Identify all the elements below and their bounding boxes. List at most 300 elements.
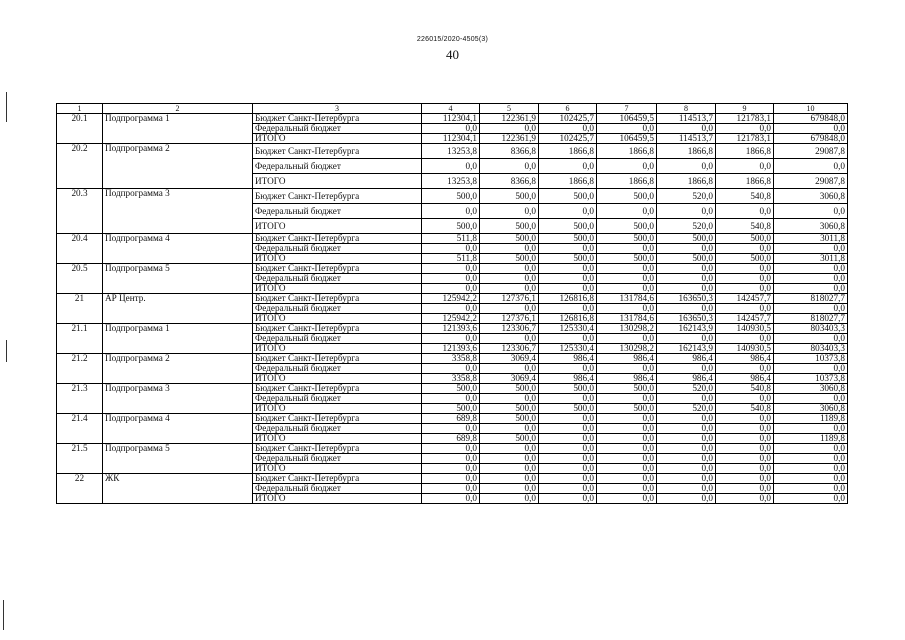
amount-cell: 0,0: [716, 274, 774, 284]
amount-cell: 0,0: [774, 204, 848, 219]
amount-cell: 0,0: [774, 464, 848, 474]
amount-cell: 0,0: [716, 159, 774, 174]
table-row: [57, 264, 848, 274]
amount-cell: 0,0: [597, 414, 657, 424]
amount-cell: 0,0: [480, 264, 539, 274]
amount-cell: 500,0: [422, 189, 480, 204]
funding-source: ИТОГО: [253, 219, 422, 234]
amount-cell: 520,0: [657, 189, 716, 204]
funding-source: Бюджет Санкт-Петербурга: [253, 414, 422, 424]
amount-cell: 163650,3: [657, 314, 716, 324]
amount-cell: 0,0: [657, 474, 716, 484]
amount-cell: 3060,8: [774, 189, 848, 204]
amount-cell: 0,0: [480, 464, 539, 474]
amount-cell: 0,0: [716, 474, 774, 484]
amount-cell: 1866,8: [716, 174, 774, 189]
amount-cell: 121783,1: [716, 134, 774, 144]
amount-cell: 130298,2: [597, 324, 657, 334]
amount-cell: 500,0: [657, 234, 716, 244]
funding-source: Бюджет Санкт-Петербурга: [253, 144, 422, 159]
amount-cell: 0,0: [716, 444, 774, 454]
amount-cell: 0,0: [597, 304, 657, 314]
item-number: 21.5: [57, 444, 103, 474]
funding-source: Бюджет Санкт-Петербурга: [253, 114, 422, 124]
amount-cell: 3358,8: [422, 374, 480, 384]
table-row: [57, 294, 848, 304]
item-number: 21.2: [57, 354, 103, 384]
amount-cell: 0,0: [657, 454, 716, 464]
amount-cell: 500,0: [539, 189, 597, 204]
amount-cell: 0,0: [422, 304, 480, 314]
amount-cell: 125330,4: [539, 344, 597, 354]
amount-cell: 986,4: [597, 354, 657, 364]
amount-cell: 0,0: [539, 204, 597, 219]
amount-cell: 0,0: [480, 484, 539, 494]
amount-cell: 0,0: [422, 454, 480, 464]
funding-source: Федеральный бюджет: [253, 204, 422, 219]
funding-source: Бюджет Санкт-Петербурга: [253, 264, 422, 274]
amount-cell: 520,0: [657, 404, 716, 414]
item-number: 22: [57, 474, 103, 504]
funding-source: Федеральный бюджет: [253, 424, 422, 434]
amount-cell: 102425,7: [539, 114, 597, 124]
budget-table: [56, 103, 848, 504]
amount-cell: 0,0: [657, 414, 716, 424]
item-number: 20.1: [57, 114, 103, 144]
amount-cell: 0,0: [539, 394, 597, 404]
amount-cell: 0,0: [597, 334, 657, 344]
amount-cell: 0,0: [657, 244, 716, 254]
item-name: АР Центр.: [103, 294, 253, 324]
amount-cell: 1866,8: [539, 144, 597, 159]
amount-cell: 0,0: [716, 364, 774, 374]
amount-cell: 0,0: [597, 159, 657, 174]
amount-cell: 0,0: [539, 454, 597, 464]
amount-cell: 1866,8: [716, 144, 774, 159]
amount-cell: 511,8: [422, 234, 480, 244]
amount-cell: 0,0: [480, 159, 539, 174]
amount-cell: 3011,8: [774, 234, 848, 244]
amount-cell: 131784,6: [597, 314, 657, 324]
amount-cell: 0,0: [480, 474, 539, 484]
amount-cell: 0,0: [480, 244, 539, 254]
item-name: Подпрограмма 5: [103, 444, 253, 474]
amount-cell: 106459,5: [597, 134, 657, 144]
funding-source: Федеральный бюджет: [253, 454, 422, 464]
amount-cell: 0,0: [657, 424, 716, 434]
funding-source: ИТОГО: [253, 404, 422, 414]
amount-cell: 0,0: [657, 274, 716, 284]
column-header: 5: [480, 104, 539, 114]
amount-cell: 0,0: [597, 494, 657, 504]
amount-cell: 112304,1: [422, 134, 480, 144]
item-number: 20.4: [57, 234, 103, 264]
item-number: 20.2: [57, 144, 103, 189]
item-number: 21.1: [57, 324, 103, 354]
amount-cell: 121393,6: [422, 324, 480, 334]
amount-cell: 0,0: [597, 474, 657, 484]
scan-margin-mark: [6, 340, 7, 362]
amount-cell: 500,0: [597, 384, 657, 394]
amount-cell: 0,0: [480, 334, 539, 344]
amount-cell: 0,0: [422, 244, 480, 254]
item-name: Подпрограмма 3: [103, 189, 253, 234]
amount-cell: 500,0: [480, 414, 539, 424]
amount-cell: 0,0: [597, 274, 657, 284]
table-row: [57, 324, 848, 334]
amount-cell: 125942,2: [422, 294, 480, 304]
amount-cell: 1866,8: [657, 174, 716, 189]
funding-source: Бюджет Санкт-Петербурга: [253, 234, 422, 244]
column-header: 10: [774, 104, 848, 114]
amount-cell: 0,0: [480, 364, 539, 374]
item-name: Подпрограмма 2: [103, 354, 253, 384]
amount-cell: 0,0: [774, 484, 848, 494]
amount-cell: 0,0: [480, 304, 539, 314]
amount-cell: 0,0: [422, 394, 480, 404]
amount-cell: 0,0: [716, 434, 774, 444]
item-number: 21.3: [57, 384, 103, 414]
amount-cell: 0,0: [774, 159, 848, 174]
amount-cell: 140930,5: [716, 324, 774, 334]
amount-cell: 0,0: [774, 124, 848, 134]
amount-cell: 122361,9: [480, 114, 539, 124]
amount-cell: 29087,8: [774, 174, 848, 189]
amount-cell: 126816,8: [539, 314, 597, 324]
amount-cell: 29087,8: [774, 144, 848, 159]
item-name: Подпрограмма 4: [103, 234, 253, 264]
amount-cell: 0,0: [422, 494, 480, 504]
amount-cell: 0,0: [480, 424, 539, 434]
amount-cell: 986,4: [657, 374, 716, 384]
column-header: 8: [657, 104, 716, 114]
amount-cell: 131784,6: [597, 294, 657, 304]
amount-cell: 0,0: [657, 394, 716, 404]
amount-cell: 0,0: [716, 204, 774, 219]
column-header: 9: [716, 104, 774, 114]
funding-source: ИТОГО: [253, 464, 422, 474]
funding-source: Федеральный бюджет: [253, 334, 422, 344]
table-row: [57, 144, 848, 159]
amount-cell: 520,0: [657, 219, 716, 234]
amount-cell: 0,0: [539, 274, 597, 284]
funding-source: Федеральный бюджет: [253, 244, 422, 254]
amount-cell: 0,0: [480, 394, 539, 404]
amount-cell: 162143,9: [657, 324, 716, 334]
amount-cell: 500,0: [539, 219, 597, 234]
amount-cell: 500,0: [480, 254, 539, 264]
amount-cell: 0,0: [657, 304, 716, 314]
amount-cell: 126816,8: [539, 294, 597, 304]
table-row: [57, 114, 848, 124]
column-header: 3: [253, 104, 422, 114]
amount-cell: 13253,8: [422, 144, 480, 159]
item-number: 20.3: [57, 189, 103, 234]
table-row: [57, 384, 848, 394]
amount-cell: 0,0: [597, 464, 657, 474]
funding-source: ИТОГО: [253, 174, 422, 189]
amount-cell: 520,0: [657, 384, 716, 394]
amount-cell: 0,0: [480, 204, 539, 219]
amount-cell: 0,0: [716, 394, 774, 404]
amount-cell: 0,0: [539, 464, 597, 474]
amount-cell: 0,0: [597, 204, 657, 219]
amount-cell: 0,0: [422, 484, 480, 494]
amount-cell: 0,0: [657, 124, 716, 134]
amount-cell: 500,0: [480, 219, 539, 234]
funding-source: Федеральный бюджет: [253, 304, 422, 314]
amount-cell: 0,0: [716, 464, 774, 474]
amount-cell: 986,4: [716, 354, 774, 364]
amount-cell: 511,8: [422, 254, 480, 264]
funding-source: Бюджет Санкт-Петербурга: [253, 354, 422, 364]
amount-cell: 0,0: [716, 494, 774, 504]
amount-cell: 500,0: [539, 234, 597, 244]
amount-cell: 679848,0: [774, 134, 848, 144]
amount-cell: 500,0: [539, 254, 597, 264]
item-name: Подпрограмма 5: [103, 264, 253, 294]
amount-cell: 0,0: [657, 494, 716, 504]
amount-cell: 986,4: [716, 374, 774, 384]
amount-cell: 0,0: [774, 244, 848, 254]
amount-cell: 500,0: [480, 434, 539, 444]
funding-source: Бюджет Санкт-Петербурга: [253, 294, 422, 304]
amount-cell: 0,0: [774, 444, 848, 454]
document-id: 226015/2020-4505(3): [416, 36, 489, 43]
amount-cell: 0,0: [597, 244, 657, 254]
amount-cell: 0,0: [539, 334, 597, 344]
amount-cell: 0,0: [774, 364, 848, 374]
column-header: 1: [57, 104, 103, 114]
funding-source: ИТОГО: [253, 284, 422, 294]
table-row: [57, 444, 848, 454]
amount-cell: 0,0: [657, 364, 716, 374]
amount-cell: 0,0: [716, 304, 774, 314]
amount-cell: 803403,3: [774, 324, 848, 334]
amount-cell: 986,4: [657, 354, 716, 364]
amount-cell: 0,0: [422, 274, 480, 284]
amount-cell: 0,0: [657, 444, 716, 454]
amount-cell: 127376,1: [480, 294, 539, 304]
amount-cell: 0,0: [716, 284, 774, 294]
column-number-row: [57, 104, 848, 114]
amount-cell: 0,0: [716, 244, 774, 254]
amount-cell: 0,0: [539, 284, 597, 294]
amount-cell: 500,0: [657, 254, 716, 264]
amount-cell: 0,0: [657, 159, 716, 174]
amount-cell: 114513,7: [657, 114, 716, 124]
amount-cell: 162143,9: [657, 344, 716, 354]
amount-cell: 0,0: [422, 364, 480, 374]
amount-cell: 0,0: [716, 424, 774, 434]
funding-source: ИТОГО: [253, 494, 422, 504]
item-name: Подпрограмма 3: [103, 384, 253, 414]
amount-cell: 1866,8: [597, 144, 657, 159]
amount-cell: 130298,2: [597, 344, 657, 354]
amount-cell: 0,0: [716, 484, 774, 494]
amount-cell: 0,0: [774, 494, 848, 504]
amount-cell: 142457,7: [716, 294, 774, 304]
table-row: [57, 234, 848, 244]
amount-cell: 0,0: [480, 494, 539, 504]
amount-cell: 0,0: [597, 124, 657, 134]
funding-source: Федеральный бюджет: [253, 274, 422, 284]
amount-cell: 0,0: [774, 454, 848, 464]
amount-cell: 500,0: [480, 384, 539, 394]
amount-cell: 0,0: [539, 414, 597, 424]
amount-cell: 986,4: [539, 374, 597, 384]
amount-cell: 1189,8: [774, 414, 848, 424]
amount-cell: 500,0: [539, 384, 597, 394]
item-name: Подпрограмма 4: [103, 414, 253, 444]
funding-source: ИТОГО: [253, 374, 422, 384]
amount-cell: 0,0: [422, 334, 480, 344]
amount-cell: 689,8: [422, 434, 480, 444]
amount-cell: 112304,1: [422, 114, 480, 124]
amount-cell: 0,0: [774, 274, 848, 284]
amount-cell: 1866,8: [539, 174, 597, 189]
amount-cell: 0,0: [539, 444, 597, 454]
amount-cell: 689,8: [422, 414, 480, 424]
amount-cell: 986,4: [539, 354, 597, 364]
funding-source: Федеральный бюджет: [253, 484, 422, 494]
item-name: Подпрограмма 2: [103, 144, 253, 189]
amount-cell: 0,0: [597, 434, 657, 444]
amount-cell: 500,0: [480, 189, 539, 204]
amount-cell: 986,4: [597, 374, 657, 384]
amount-cell: 0,0: [539, 474, 597, 484]
amount-cell: 0,0: [597, 394, 657, 404]
amount-cell: 10373,8: [774, 374, 848, 384]
amount-cell: 106459,5: [597, 114, 657, 124]
amount-cell: 0,0: [657, 204, 716, 219]
funding-source: ИТОГО: [253, 134, 422, 144]
amount-cell: 114513,7: [657, 134, 716, 144]
amount-cell: 8366,8: [480, 144, 539, 159]
item-number: 21: [57, 294, 103, 324]
amount-cell: 0,0: [657, 484, 716, 494]
amount-cell: 540,8: [716, 404, 774, 414]
amount-cell: 0,0: [422, 444, 480, 454]
table-row: [57, 354, 848, 364]
amount-cell: 540,8: [716, 219, 774, 234]
amount-cell: 0,0: [422, 204, 480, 219]
amount-cell: 8366,8: [480, 174, 539, 189]
amount-cell: 122361,9: [480, 134, 539, 144]
amount-cell: 0,0: [539, 434, 597, 444]
column-header: 6: [539, 104, 597, 114]
amount-cell: 0,0: [597, 424, 657, 434]
funding-source: Федеральный бюджет: [253, 364, 422, 374]
amount-cell: 3358,8: [422, 354, 480, 364]
amount-cell: 0,0: [597, 444, 657, 454]
amount-cell: 0,0: [774, 284, 848, 294]
funding-source: Бюджет Санкт-Петербурга: [253, 444, 422, 454]
amount-cell: 3069,4: [480, 374, 539, 384]
amount-cell: 127376,1: [480, 314, 539, 324]
amount-cell: 500,0: [480, 404, 539, 414]
amount-cell: 540,8: [716, 189, 774, 204]
amount-cell: 121393,6: [422, 344, 480, 354]
amount-cell: 0,0: [716, 414, 774, 424]
item-name: Подпрограмма 1: [103, 114, 253, 144]
amount-cell: 0,0: [657, 284, 716, 294]
amount-cell: 121783,1: [716, 114, 774, 124]
amount-cell: 123306,7: [480, 324, 539, 334]
amount-cell: 0,0: [597, 454, 657, 464]
column-header: 2: [103, 104, 253, 114]
amount-cell: 10373,8: [774, 354, 848, 364]
amount-cell: 0,0: [716, 124, 774, 134]
funding-source: Федеральный бюджет: [253, 159, 422, 174]
amount-cell: 13253,8: [422, 174, 480, 189]
amount-cell: 123306,7: [480, 344, 539, 354]
amount-cell: 500,0: [597, 254, 657, 264]
amount-cell: 0,0: [422, 474, 480, 484]
amount-cell: 0,0: [597, 364, 657, 374]
amount-cell: 0,0: [774, 334, 848, 344]
amount-cell: 3060,8: [774, 404, 848, 414]
amount-cell: 0,0: [422, 264, 480, 274]
item-number: 20.5: [57, 264, 103, 294]
amount-cell: 0,0: [774, 304, 848, 314]
amount-cell: 3069,4: [480, 354, 539, 364]
amount-cell: 0,0: [422, 284, 480, 294]
amount-cell: 163650,3: [657, 294, 716, 304]
amount-cell: 500,0: [716, 234, 774, 244]
amount-cell: 102425,7: [539, 134, 597, 144]
amount-cell: 0,0: [539, 264, 597, 274]
item-number: 21.4: [57, 414, 103, 444]
amount-cell: 0,0: [480, 284, 539, 294]
amount-cell: 0,0: [480, 454, 539, 464]
amount-cell: 0,0: [657, 434, 716, 444]
column-header: 7: [597, 104, 657, 114]
funding-source: Федеральный бюджет: [253, 394, 422, 404]
funding-source: Бюджет Санкт-Петербурга: [253, 384, 422, 394]
amount-cell: 500,0: [716, 254, 774, 264]
amount-cell: 0,0: [774, 264, 848, 274]
page-number: 40: [446, 47, 459, 62]
amount-cell: 125942,2: [422, 314, 480, 324]
amount-cell: 0,0: [422, 159, 480, 174]
amount-cell: 500,0: [597, 219, 657, 234]
amount-cell: 500,0: [597, 234, 657, 244]
amount-cell: 3060,8: [774, 384, 848, 394]
item-name: ЖК: [103, 474, 253, 504]
amount-cell: 0,0: [597, 264, 657, 274]
amount-cell: 1866,8: [657, 144, 716, 159]
amount-cell: 0,0: [774, 424, 848, 434]
funding-source: ИТОГО: [253, 434, 422, 444]
amount-cell: 0,0: [774, 474, 848, 484]
table-row: [57, 474, 848, 484]
amount-cell: 125330,4: [539, 324, 597, 334]
amount-cell: 0,0: [716, 264, 774, 274]
amount-cell: 818027,7: [774, 314, 848, 324]
amount-cell: 500,0: [422, 404, 480, 414]
amount-cell: 0,0: [422, 464, 480, 474]
amount-cell: 0,0: [657, 464, 716, 474]
amount-cell: 0,0: [657, 264, 716, 274]
amount-cell: 0,0: [539, 494, 597, 504]
amount-cell: 0,0: [774, 394, 848, 404]
amount-cell: 0,0: [539, 364, 597, 374]
scan-margin-mark: [3, 600, 4, 630]
amount-cell: 500,0: [422, 384, 480, 394]
amount-cell: 142457,7: [716, 314, 774, 324]
table-row: [57, 189, 848, 204]
